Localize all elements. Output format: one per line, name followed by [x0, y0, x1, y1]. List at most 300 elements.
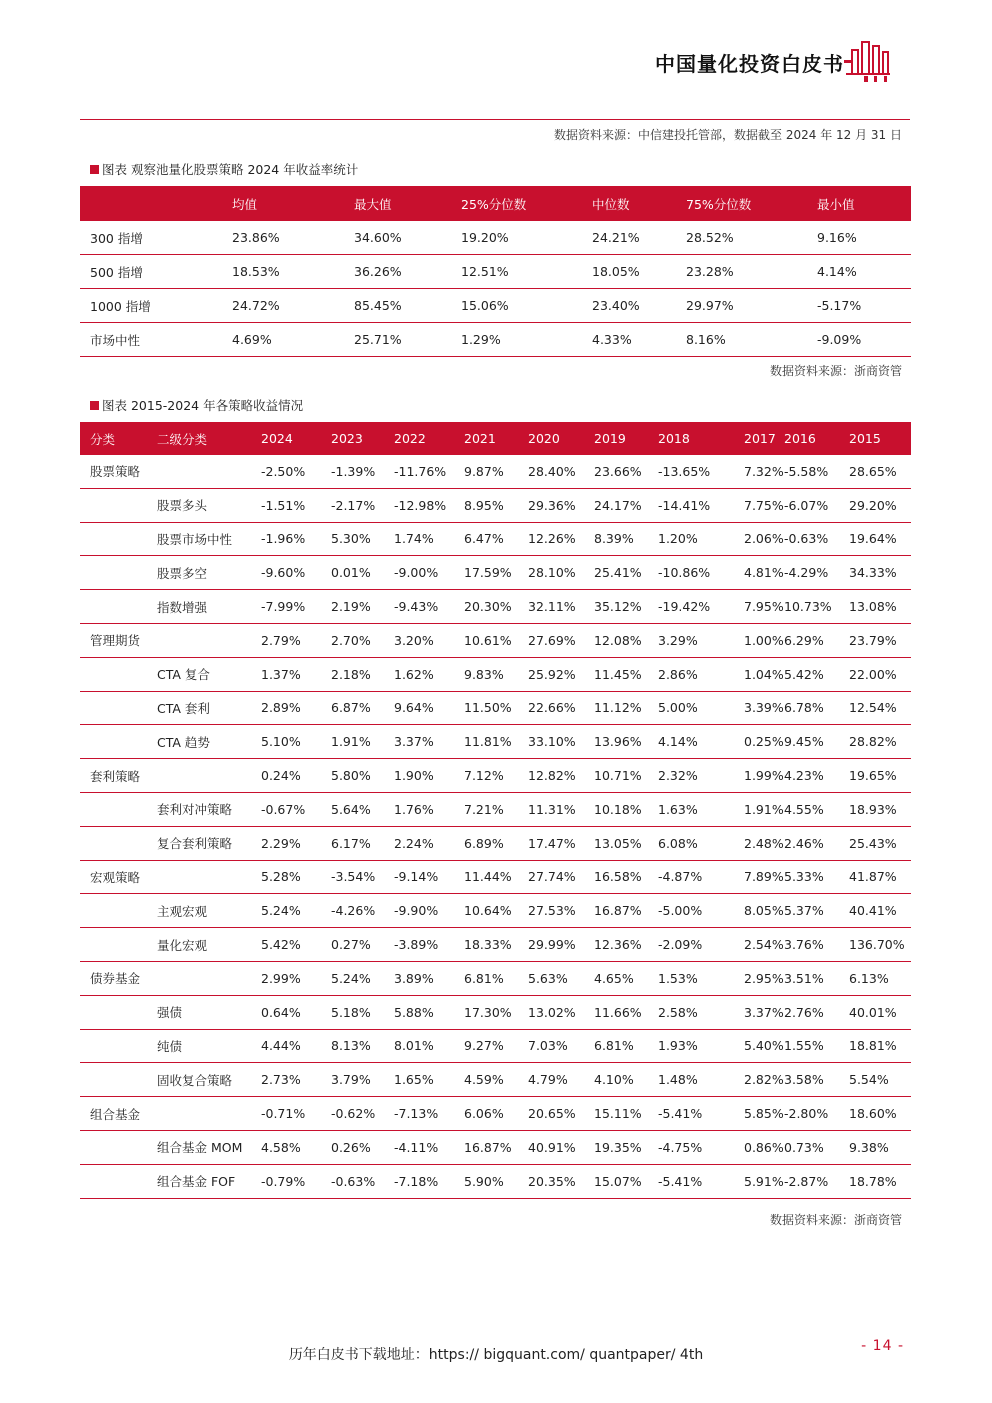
- table-cell: 6.17%: [321, 826, 384, 860]
- table-row: [80, 792, 911, 826]
- table-cell: 12.82%: [518, 759, 584, 793]
- table-cell: 3.29%: [648, 623, 734, 657]
- table-cell: 300 指增: [80, 221, 222, 255]
- table-cell: [80, 1130, 147, 1164]
- table-cell: 18.33%: [454, 928, 518, 962]
- table-cell: 13.02%: [518, 995, 584, 1029]
- column-header: 中位数: [582, 186, 676, 221]
- table-cell: 28.40%: [518, 455, 584, 488]
- table-cell: [80, 1063, 147, 1097]
- table-cell: 11.31%: [518, 792, 584, 826]
- table-cell: 10.61%: [454, 623, 518, 657]
- table-cell: 7.89%: [734, 860, 774, 894]
- table-cell: -4.11%: [384, 1130, 454, 1164]
- table-cell: [147, 759, 251, 793]
- table-cell: [80, 522, 147, 556]
- table-cell: 6.29%: [774, 623, 839, 657]
- table-cell: 2.48%: [734, 826, 774, 860]
- table-cell: 5.18%: [321, 995, 384, 1029]
- table-cell: 股票市场中性: [147, 522, 251, 556]
- table-cell: 18.78%: [839, 1164, 911, 1198]
- table-cell: 5.37%: [774, 894, 839, 928]
- table-cell: 18.53%: [222, 255, 344, 289]
- table-cell: 24.21%: [582, 221, 676, 255]
- table-cell: 8.39%: [584, 522, 648, 556]
- table-cell: CTA 复合: [147, 657, 251, 691]
- table-cell: -2.87%: [774, 1164, 839, 1198]
- table-cell: 2.99%: [251, 961, 321, 995]
- table-cell: [147, 860, 251, 894]
- table-cell: 29.99%: [518, 928, 584, 962]
- table-row: [80, 759, 911, 793]
- table-cell: 0.01%: [321, 556, 384, 590]
- table-cell: [80, 995, 147, 1029]
- table-cell: 7.32%: [734, 455, 774, 488]
- table-cell: 12.26%: [518, 522, 584, 556]
- table-cell: -5.41%: [648, 1164, 734, 1198]
- table-cell: 纯债: [147, 1029, 251, 1063]
- table-cell: 2.24%: [384, 826, 454, 860]
- table-cell: 1000 指增: [80, 289, 222, 323]
- table-cell: 6.06%: [454, 1097, 518, 1131]
- table-header-row: [80, 422, 911, 455]
- table-cell: 强债: [147, 995, 251, 1029]
- table-cell: 1.62%: [384, 657, 454, 691]
- table-cell: 2.58%: [648, 995, 734, 1029]
- table-cell: 18.81%: [839, 1029, 911, 1063]
- table-cell: 5.63%: [518, 961, 584, 995]
- table-cell: 2.19%: [321, 590, 384, 624]
- table-cell: 5.85%: [734, 1097, 774, 1131]
- table-row: [80, 894, 911, 928]
- table-cell: -0.67%: [251, 792, 321, 826]
- table-cell: -2.17%: [321, 488, 384, 522]
- caption-square-icon: [90, 165, 99, 174]
- table-cell: 13.05%: [584, 826, 648, 860]
- table-cell: 0.73%: [774, 1130, 839, 1164]
- table-cell: [80, 792, 147, 826]
- table-cell: 29.20%: [839, 488, 911, 522]
- table-cell: 0.26%: [321, 1130, 384, 1164]
- table-cell: 1.00%: [734, 623, 774, 657]
- table-cell: 17.59%: [454, 556, 518, 590]
- table-cell: -5.17%: [807, 289, 911, 323]
- table-cell: 16.58%: [584, 860, 648, 894]
- table-cell: 2.46%: [774, 826, 839, 860]
- table-cell: 1.74%: [384, 522, 454, 556]
- table-cell: 3.76%: [774, 928, 839, 962]
- table-cell: 2.95%: [734, 961, 774, 995]
- table-cell: 5.90%: [454, 1164, 518, 1198]
- table-cell: 12.36%: [584, 928, 648, 962]
- table-cell: 5.00%: [648, 691, 734, 725]
- table-cell: 2.76%: [774, 995, 839, 1029]
- table-cell: 7.75%: [734, 488, 774, 522]
- table-cell: 25.71%: [344, 323, 451, 357]
- table-row: [80, 1063, 911, 1097]
- table-row: [80, 1029, 911, 1063]
- table-cell: 28.10%: [518, 556, 584, 590]
- table-cell: -1.39%: [321, 455, 384, 488]
- table-cell: -0.79%: [251, 1164, 321, 1198]
- strategy-returns-table: [80, 422, 911, 1199]
- table-cell: 12.51%: [451, 255, 582, 289]
- table-cell: 500 指增: [80, 255, 222, 289]
- column-header: 2018: [648, 422, 734, 455]
- table-cell: 1.93%: [648, 1029, 734, 1063]
- table-cell: 0.64%: [251, 995, 321, 1029]
- table-cell: 债券基金: [80, 961, 147, 995]
- table-cell: 3.37%: [734, 995, 774, 1029]
- column-header: 分类: [80, 422, 147, 455]
- city-skyline-logo-icon: [842, 36, 892, 84]
- table-cell: 2.82%: [734, 1063, 774, 1097]
- table-cell: -1.51%: [251, 488, 321, 522]
- table-cell: 1.37%: [251, 657, 321, 691]
- table-cell: 套利对冲策略: [147, 792, 251, 826]
- table-cell: 20.65%: [518, 1097, 584, 1131]
- table-cell: 7.95%: [734, 590, 774, 624]
- table-cell: 11.50%: [454, 691, 518, 725]
- table-cell: 5.24%: [321, 961, 384, 995]
- table-cell: 6.81%: [584, 1029, 648, 1063]
- table-cell: 41.87%: [839, 860, 911, 894]
- column-header: 最小值: [807, 186, 911, 221]
- table-row: [80, 995, 911, 1029]
- table-cell: 2.18%: [321, 657, 384, 691]
- table-cell: 管理期货: [80, 623, 147, 657]
- table-cell: 2.86%: [648, 657, 734, 691]
- table-cell: [80, 928, 147, 962]
- table-cell: 34.60%: [344, 221, 451, 255]
- table-row: [80, 255, 911, 289]
- table-cell: 23.66%: [584, 455, 648, 488]
- table-cell: 2.32%: [648, 759, 734, 793]
- table-cell: 5.54%: [839, 1063, 911, 1097]
- table-cell: 6.81%: [454, 961, 518, 995]
- table-row: [80, 1164, 911, 1198]
- table-cell: 7.12%: [454, 759, 518, 793]
- table-cell: 20.30%: [454, 590, 518, 624]
- table-cell: 4.10%: [584, 1063, 648, 1097]
- table-cell: -6.07%: [774, 488, 839, 522]
- table-cell: 固收复合策略: [147, 1063, 251, 1097]
- table-cell: -9.90%: [384, 894, 454, 928]
- table-cell: -7.18%: [384, 1164, 454, 1198]
- table-row: [80, 860, 911, 894]
- table-cell: 3.79%: [321, 1063, 384, 1097]
- table-row: [80, 725, 911, 759]
- table-cell: 3.51%: [774, 961, 839, 995]
- table-cell: 16.87%: [454, 1130, 518, 1164]
- table-cell: [80, 1164, 147, 1198]
- table-cell: 19.35%: [584, 1130, 648, 1164]
- table-cell: 10.71%: [584, 759, 648, 793]
- table-cell: 组合基金 FOF: [147, 1164, 251, 1198]
- table-cell: 9.38%: [839, 1130, 911, 1164]
- table-row: [80, 455, 911, 488]
- table-cell: 5.91%: [734, 1164, 774, 1198]
- table-cell: -2.50%: [251, 455, 321, 488]
- table-cell: 4.14%: [648, 725, 734, 759]
- table-cell: 1.65%: [384, 1063, 454, 1097]
- table-cell: 市场中性: [80, 323, 222, 357]
- table-cell: 6.89%: [454, 826, 518, 860]
- table-cell: 5.24%: [251, 894, 321, 928]
- table-cell: 8.13%: [321, 1029, 384, 1063]
- table-cell: 25.92%: [518, 657, 584, 691]
- column-header: 二级分类: [147, 422, 251, 455]
- table-cell: [80, 1029, 147, 1063]
- table-cell: 25.41%: [584, 556, 648, 590]
- table-cell: 10.73%: [774, 590, 839, 624]
- table-cell: 0.86%: [734, 1130, 774, 1164]
- table-cell: 23.79%: [839, 623, 911, 657]
- table-cell: -12.98%: [384, 488, 454, 522]
- table-cell: [80, 488, 147, 522]
- download-link-text: 历年白皮书下载地址：https:// bigquant.com/ quantpaper/ 4th: [288, 1347, 704, 1363]
- table-row: [80, 289, 911, 323]
- table1-source: 数据资料来源：浙商资管: [769, 364, 902, 378]
- table-cell: 17.30%: [454, 995, 518, 1029]
- table-cell: 40.91%: [518, 1130, 584, 1164]
- table-cell: 10.18%: [584, 792, 648, 826]
- table-cell: 23.40%: [582, 289, 676, 323]
- table-cell: CTA 趋势: [147, 725, 251, 759]
- table-cell: 17.47%: [518, 826, 584, 860]
- column-header: 75%分位数: [676, 186, 807, 221]
- table-cell: 股票多空: [147, 556, 251, 590]
- column-header: 2016: [774, 422, 839, 455]
- document-title: 中国量化投资白皮书: [655, 52, 844, 76]
- table-cell: [80, 826, 147, 860]
- table-row: [80, 826, 911, 860]
- table-cell: -9.60%: [251, 556, 321, 590]
- table-cell: 股票多头: [147, 488, 251, 522]
- table-cell: 9.83%: [454, 657, 518, 691]
- table-row: [80, 323, 911, 357]
- table-row: [80, 928, 911, 962]
- table-cell: 组合基金: [80, 1097, 147, 1131]
- table-cell: 4.33%: [582, 323, 676, 357]
- column-header: 2020: [518, 422, 584, 455]
- table-cell: 29.36%: [518, 488, 584, 522]
- table-cell: -19.42%: [648, 590, 734, 624]
- table-row: [80, 1097, 911, 1131]
- table-cell: 4.14%: [807, 255, 911, 289]
- table-cell: 13.96%: [584, 725, 648, 759]
- table-cell: 9.45%: [774, 725, 839, 759]
- table-row: [80, 522, 911, 556]
- table-row: [80, 691, 911, 725]
- table-cell: 1.90%: [384, 759, 454, 793]
- table-cell: 1.63%: [648, 792, 734, 826]
- table-cell: -9.14%: [384, 860, 454, 894]
- table-cell: 1.53%: [648, 961, 734, 995]
- table-cell: -4.26%: [321, 894, 384, 928]
- table-cell: 32.11%: [518, 590, 584, 624]
- table1-caption: 图表 观察池量化股票策略 2024 年收益率统计: [90, 160, 358, 178]
- table-cell: 11.45%: [584, 657, 648, 691]
- table-cell: 27.69%: [518, 623, 584, 657]
- table-cell: -11.76%: [384, 455, 454, 488]
- table-cell: 5.42%: [251, 928, 321, 962]
- column-header: 均值: [222, 186, 344, 221]
- header-divider: [80, 119, 910, 120]
- table-cell: 5.88%: [384, 995, 454, 1029]
- caption-square-icon: [90, 401, 99, 410]
- table-cell: 3.89%: [384, 961, 454, 995]
- table-cell: 4.79%: [518, 1063, 584, 1097]
- table-cell: 4.23%: [774, 759, 839, 793]
- table-row: [80, 623, 911, 657]
- table-cell: 18.93%: [839, 792, 911, 826]
- table-cell: 2.54%: [734, 928, 774, 962]
- table-cell: 3.58%: [774, 1063, 839, 1097]
- table-cell: 3.20%: [384, 623, 454, 657]
- table-cell: 5.30%: [321, 522, 384, 556]
- table-cell: [80, 691, 147, 725]
- column-header: 最大值: [344, 186, 451, 221]
- table-cell: -0.63%: [774, 522, 839, 556]
- table-cell: -9.00%: [384, 556, 454, 590]
- table-cell: -5.41%: [648, 1097, 734, 1131]
- table-cell: 12.54%: [839, 691, 911, 725]
- table-cell: 11.12%: [584, 691, 648, 725]
- table-cell: -10.86%: [648, 556, 734, 590]
- column-header: [80, 186, 222, 221]
- table-cell: 33.10%: [518, 725, 584, 759]
- table-cell: 1.76%: [384, 792, 454, 826]
- table-row: [80, 556, 911, 590]
- table-cell: 4.59%: [454, 1063, 518, 1097]
- table-cell: 28.65%: [839, 455, 911, 488]
- table-cell: 3.37%: [384, 725, 454, 759]
- column-header: 2022: [384, 422, 454, 455]
- table-cell: 22.66%: [518, 691, 584, 725]
- table-cell: 24.72%: [222, 289, 344, 323]
- table-cell: 4.81%: [734, 556, 774, 590]
- table-cell: 12.08%: [584, 623, 648, 657]
- table-cell: -13.65%: [648, 455, 734, 488]
- table-cell: 2.70%: [321, 623, 384, 657]
- quant-stock-strategy-stats-table: [80, 186, 911, 357]
- column-header: 2021: [454, 422, 518, 455]
- table-cell: 4.55%: [774, 792, 839, 826]
- table-cell: 11.81%: [454, 725, 518, 759]
- table-cell: 复合套利策略: [147, 826, 251, 860]
- table-cell: 0.25%: [734, 725, 774, 759]
- table-cell: 8.95%: [454, 488, 518, 522]
- table-cell: -14.41%: [648, 488, 734, 522]
- table-cell: 24.17%: [584, 488, 648, 522]
- table-cell: 25.43%: [839, 826, 911, 860]
- table-cell: 2.73%: [251, 1063, 321, 1097]
- table-cell: 1.48%: [648, 1063, 734, 1097]
- table-cell: [80, 894, 147, 928]
- table-cell: 套利策略: [80, 759, 147, 793]
- table-cell: 2.06%: [734, 522, 774, 556]
- table-cell: 量化宏观: [147, 928, 251, 962]
- table-cell: 4.58%: [251, 1130, 321, 1164]
- column-header: 2024: [251, 422, 321, 455]
- table-cell: 19.64%: [839, 522, 911, 556]
- table-row: [80, 221, 911, 255]
- table-cell: -7.13%: [384, 1097, 454, 1131]
- table-cell: 36.26%: [344, 255, 451, 289]
- table-cell: -4.75%: [648, 1130, 734, 1164]
- table-cell: 5.64%: [321, 792, 384, 826]
- table-cell: 4.69%: [222, 323, 344, 357]
- table-cell: 6.78%: [774, 691, 839, 725]
- table-cell: [147, 1097, 251, 1131]
- table-cell: 0.27%: [321, 928, 384, 962]
- table-cell: -9.09%: [807, 323, 911, 357]
- table-cell: 29.97%: [676, 289, 807, 323]
- table-cell: 27.74%: [518, 860, 584, 894]
- table-cell: 主观宏观: [147, 894, 251, 928]
- table-cell: 5.80%: [321, 759, 384, 793]
- table-cell: 20.35%: [518, 1164, 584, 1198]
- table-cell: 5.40%: [734, 1029, 774, 1063]
- table-cell: -0.62%: [321, 1097, 384, 1131]
- table-cell: -0.63%: [321, 1164, 384, 1198]
- table-cell: 5.33%: [774, 860, 839, 894]
- table-cell: 8.16%: [676, 323, 807, 357]
- table-cell: 9.87%: [454, 455, 518, 488]
- table-cell: 4.65%: [584, 961, 648, 995]
- table-cell: 2.89%: [251, 691, 321, 725]
- table-cell: 5.28%: [251, 860, 321, 894]
- table-cell: 1.91%: [734, 792, 774, 826]
- table-cell: 9.27%: [454, 1029, 518, 1063]
- table-cell: 18.60%: [839, 1097, 911, 1131]
- table-cell: 8.01%: [384, 1029, 454, 1063]
- table-cell: 8.05%: [734, 894, 774, 928]
- table-cell: -5.00%: [648, 894, 734, 928]
- table-cell: 宏观策略: [80, 860, 147, 894]
- table-cell: 23.28%: [676, 255, 807, 289]
- table-cell: 1.20%: [648, 522, 734, 556]
- table-cell: 1.55%: [774, 1029, 839, 1063]
- table-cell: 指数增强: [147, 590, 251, 624]
- table-cell: 6.47%: [454, 522, 518, 556]
- table-cell: [80, 725, 147, 759]
- table-cell: -4.29%: [774, 556, 839, 590]
- table-cell: [147, 455, 251, 488]
- table-cell: 3.39%: [734, 691, 774, 725]
- column-header: 25%分位数: [451, 186, 582, 221]
- table-cell: 34.33%: [839, 556, 911, 590]
- column-header: 2019: [584, 422, 648, 455]
- table-cell: 9.64%: [384, 691, 454, 725]
- table2-caption: 图表 2015-2024 年各策略收益情况: [90, 396, 303, 414]
- column-header: 2015: [839, 422, 911, 455]
- table2-source: 数据资料来源：浙商资管: [769, 1213, 902, 1227]
- table-cell: [80, 590, 147, 624]
- table-cell: 股票策略: [80, 455, 147, 488]
- table-cell: 28.52%: [676, 221, 807, 255]
- column-header: 2017: [734, 422, 774, 455]
- table-cell: 2.29%: [251, 826, 321, 860]
- table-cell: -2.80%: [774, 1097, 839, 1131]
- table-cell: [80, 657, 147, 691]
- table-cell: 1.99%: [734, 759, 774, 793]
- table-row: [80, 657, 911, 691]
- table-cell: 28.82%: [839, 725, 911, 759]
- table-row: [80, 1130, 911, 1164]
- table-cell: 5.10%: [251, 725, 321, 759]
